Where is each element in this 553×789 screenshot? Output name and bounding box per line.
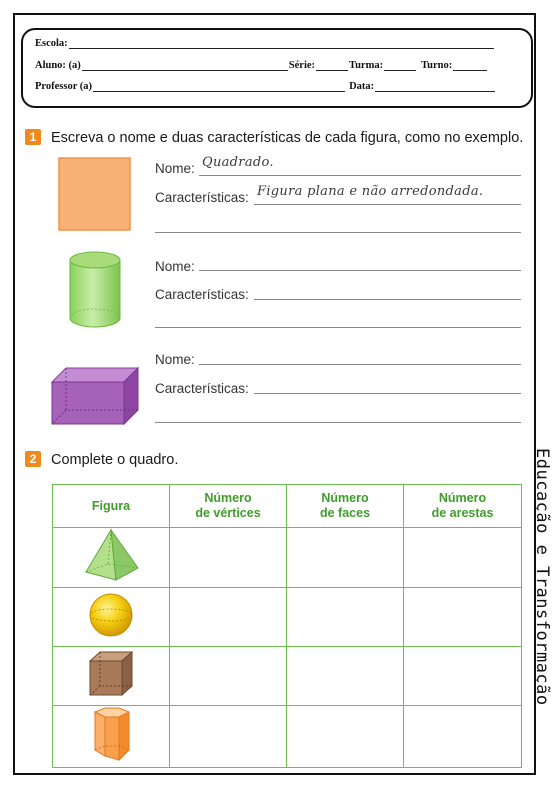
serie-label: Série: (288, 60, 316, 71)
data-field[interactable] (375, 82, 495, 92)
pyramid-shape (82, 528, 140, 582)
question-1-instruction: Escreva o nome e duas características de cada figura, como no exemplo. (51, 130, 524, 146)
turma-field[interactable] (384, 61, 416, 71)
nome-label-2: Nome: (155, 259, 195, 274)
table-row (53, 706, 522, 768)
faces-cell[interactable] (287, 647, 404, 706)
professor-row (35, 81, 496, 92)
vertices-cell[interactable] (170, 647, 287, 706)
faces-cell[interactable] (287, 588, 404, 647)
arestas-cell[interactable] (404, 528, 522, 588)
faces-cell[interactable] (287, 706, 404, 768)
arestas-cell[interactable] (404, 706, 522, 768)
professor-label: Professor (a) (35, 81, 93, 92)
figure-cell (53, 647, 170, 706)
turno-label: Turno: (421, 60, 453, 71)
header-arestas: Número de arestas (404, 485, 522, 528)
data-label: Data: (349, 81, 375, 92)
caracteristicas-label-1: Características: (155, 190, 249, 205)
sphere-shape (87, 591, 135, 639)
caracteristicas-label-2: Características: (155, 287, 249, 302)
example-nome-answer: Quadrado. (202, 155, 274, 170)
figure-cell (53, 588, 170, 647)
caracteristicas-line-1[interactable] (254, 204, 521, 205)
nome-label-3: Nome: (155, 352, 195, 367)
hexagonal-prism-shape (85, 706, 137, 762)
rectangular-prism-shape (48, 364, 142, 426)
extra-line-3[interactable] (155, 422, 521, 423)
arestas-cell[interactable] (404, 588, 522, 647)
nome-label-1: Nome: (155, 161, 195, 176)
table-row (53, 647, 522, 706)
figure-cell (53, 706, 170, 768)
faces-cell[interactable] (287, 528, 404, 588)
caracteristicas-label-3: Características: (155, 381, 249, 396)
side-watermark-text: Educação e Transformação (532, 448, 552, 706)
professor-field[interactable] (93, 82, 345, 92)
escola-row (35, 38, 495, 49)
nome-line-2[interactable] (199, 270, 521, 271)
escola-field[interactable] (69, 39, 494, 49)
extra-line-2[interactable] (155, 327, 521, 328)
turno-field[interactable] (453, 61, 487, 71)
figure-cell (53, 528, 170, 588)
aluno-label: Aluno: (a) (35, 60, 81, 71)
table-header-row (53, 485, 522, 528)
serie-field[interactable] (316, 61, 348, 71)
caracteristicas-line-2[interactable] (254, 299, 521, 300)
caracteristicas-line-3[interactable] (254, 393, 521, 394)
student-info-box (21, 28, 533, 108)
question-2-number: 2 (25, 451, 41, 467)
table-row (53, 588, 522, 647)
nome-line-3[interactable] (199, 364, 521, 365)
extra-line-1[interactable] (155, 232, 521, 233)
escola-label: Escola: (35, 38, 68, 49)
aluno-field[interactable] (82, 61, 288, 71)
vertices-cell[interactable] (170, 528, 287, 588)
header-figura: Figura (53, 485, 170, 528)
question-1-number: 1 (25, 129, 41, 145)
aluno-row (35, 60, 488, 71)
arestas-cell[interactable] (404, 647, 522, 706)
side-watermark (524, 448, 552, 748)
turma-label: Turma: (349, 60, 384, 71)
cube-shape (86, 649, 136, 699)
example-caracteristicas-answer: Figura plana e não arredondada. (257, 184, 484, 199)
header-vertices: Número de vértices (170, 485, 287, 528)
header-faces: Número de faces (287, 485, 404, 528)
vertices-cell[interactable] (170, 588, 287, 647)
nome-line-1[interactable] (199, 175, 521, 176)
square-shape (58, 157, 132, 232)
table-row (53, 528, 522, 588)
question-2-instruction: Complete o quadro. (51, 452, 179, 468)
vertices-cell[interactable] (170, 706, 287, 768)
faces-table (52, 484, 522, 768)
cylinder-shape (66, 250, 124, 330)
